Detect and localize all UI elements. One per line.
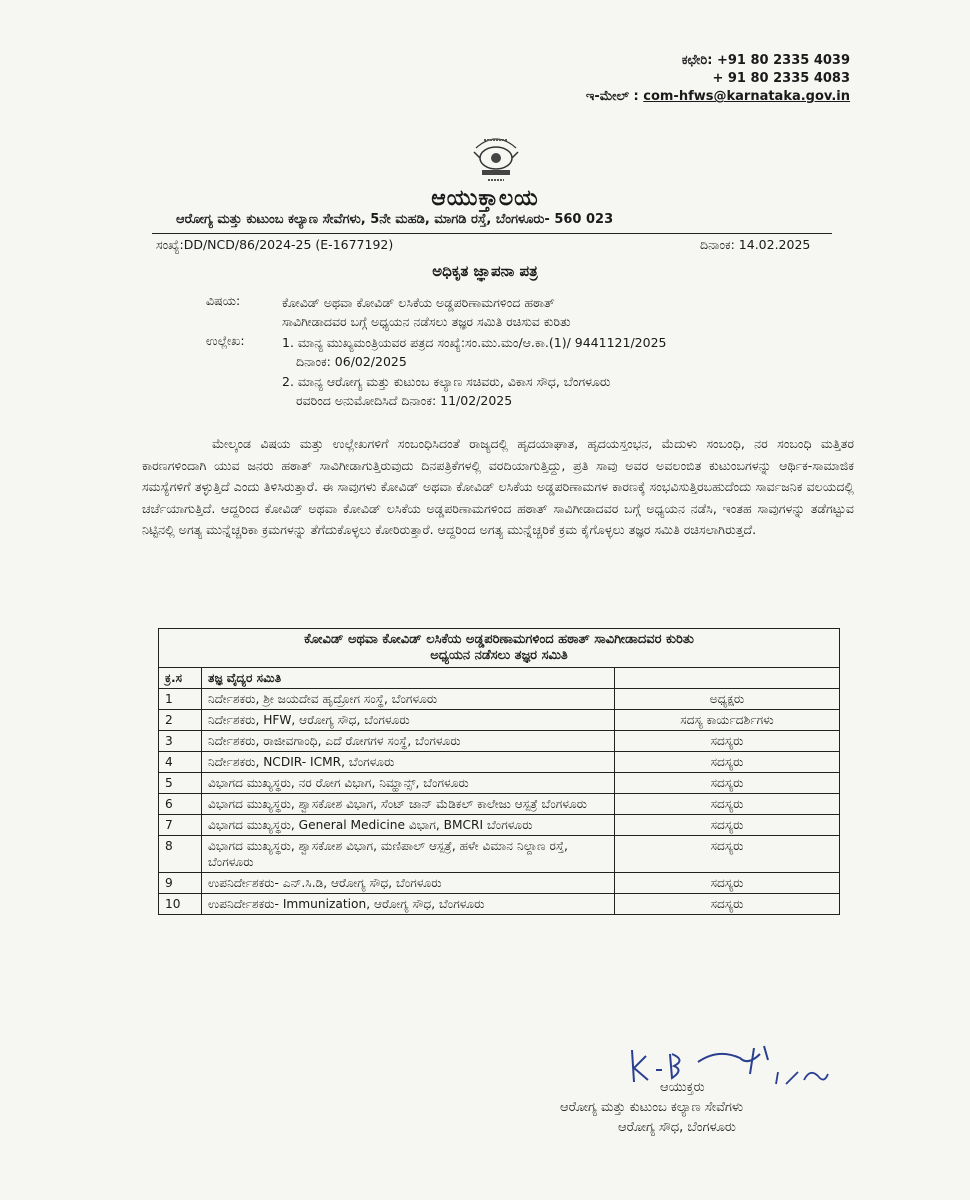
table-row — [159, 752, 840, 773]
table-row — [159, 794, 840, 815]
row-number: 8 — [159, 836, 202, 873]
phone-label: ಕಛೇರಿ: — [681, 53, 713, 68]
email-label: ಇ-ಮೇಲ್ : — [585, 89, 639, 104]
row-role: ಸದಸ್ಯರು — [615, 731, 840, 752]
memo-title: ಅಧಿಕೃತ ಜ್ಞಾಪನಾ ಪತ್ರ — [432, 262, 538, 280]
row-member: ನಿರ್ದೇಶಕರು, ರಾಜೀವಗಾಂಧಿ, ಎದೆ ರೋಗಗಳ ಸಂಸ್ಥೆ, ಬೆಂಗಳೂರು — [202, 731, 615, 752]
table-header-row — [159, 668, 840, 689]
reference-2-line-2: ರವರಿಂದ ಅನುಮೋದಿಸಿದೆ ದಿನಾಂಕ: 11/02/2025 — [296, 393, 513, 408]
column-header-number: ಕ್ರ.ಸ — [159, 668, 202, 689]
row-number: 10 — [159, 894, 202, 915]
table-caption-line-1: ಕೋವಿಡ್ ಅಥವಾ ಕೋವಿಡ್ ಲಸಿಕೆಯ ಅಡ್ಡಪರಿಣಾಮಗಳಿಂದ ಹಠಾತ್ ಸಾವಿಗೀಡಾದವರ ಕುರಿತು — [304, 632, 694, 647]
subject-line-1: ಕೋವಿಡ್ ಅಥವಾ ಕೋವಿಡ್ ಲಸಿಕೆಯ ಅಡ್ಡಪರಿಣಾಮಗಳಿಂದ ಹಠಾತ್ — [282, 295, 555, 310]
row-role: ಸದಸ್ಯರು — [615, 894, 840, 915]
phone-2: + 91 80 2335 4083 — [712, 71, 850, 86]
table-caption-line-2: ಅಧ್ಯಯನ ನಡೆಸಲು ತಜ್ಞರ ಸಮಿತಿ — [430, 648, 568, 663]
table-row — [159, 836, 840, 873]
row-role: ಸದಸ್ಯರು — [615, 752, 840, 773]
row-member: ಉಪನಿರ್ದೇಶಕರು- ಎನ್.ಸಿ.ಡಿ, ಆರೋಗ್ಯ ಸೌಧ, ಬೆಂಗಳೂರು — [202, 873, 615, 894]
row-member: ನಿರ್ದೇಶಕರು, ಶ್ರೀ ಜಯದೇವ ಹೃದ್ರೋಗ ಸಂಸ್ಥೆ, ಬೆಂಗಳೂರು — [202, 689, 615, 710]
row-role: ಸದಸ್ಯರು — [615, 873, 840, 894]
office-title: ಆಯುಕ್ತಾಲಯ — [431, 186, 539, 211]
row-member: ವಿಭಾಗದ ಮುಖ್ಯಸ್ಥರು, General Medicine ವಿಭಾಗ, BMCRI ಬೆಂಗಳೂರು — [202, 815, 615, 836]
row-member: ವಿಭಾಗದ ಮುಖ್ಯಸ್ಥರು, ಶ್ವಾಸಕೋಶ ವಿಭಾಗ, ಸೆಂಟ್ ಜಾನ್ ಮೆಡಿಕಲ್ ಕಾಲೇಜು ಆಸ್ಪತ್ರೆ ಬೆಂಗಳೂರು — [202, 794, 615, 815]
reference-2 — [282, 372, 852, 410]
subject-text — [282, 293, 842, 331]
table-row — [159, 689, 840, 710]
signatory-location: ಆರೋಗ್ಯ ಸೌಧ, ಬೆಂಗಳೂರು — [618, 1120, 736, 1135]
reference-1 — [282, 333, 852, 371]
row-number: 2 — [159, 710, 202, 731]
row-member: ಉಪನಿರ್ದೇಶಕರು- Immunization, ಆರೋಗ್ಯ ಸೌಧ, ಬೆಂಗಳೂರು — [202, 894, 615, 915]
committee-table — [158, 628, 840, 915]
row-role: ಅಧ್ಯಕ್ಷರು — [615, 689, 840, 710]
subject-label: ವಿಷಯ: — [206, 293, 241, 308]
email-row — [586, 88, 850, 106]
row-member: ವಿಭಾಗದ ಮುಖ್ಯಸ್ಥರು, ಶ್ವಾಸಕೋಶ ವಿಭಾಗ, ಮಣಿಪಾಲ್ ಆಸ್ಪತ್ರೆ, ಹಳೇ ವಿಮಾನ ನಿಲ್ದಾಣ ರಸ್ತೆ, ಬೆಂಗಳೂರು — [202, 836, 615, 873]
contact-block — [586, 52, 850, 106]
reference-1-line-1: 1. ಮಾನ್ಯ ಮುಖ್ಯಮಂತ್ರಿಯವರ ಪತ್ರದ ಸಂಖ್ಯೆ:ಸಂ.ಮು.ಮಂ/ಆ.ಕಾ.(1)/ 9441121/2025 — [282, 335, 667, 350]
row-number: 7 — [159, 815, 202, 836]
body-paragraph: ಮೇಲ್ಕಂಡ ವಿಷಯ ಮತ್ತು ಉಲ್ಲೇಖಗಳಿಗೆ ಸಂಬಂಧಿಸಿದಂತೆ ರಾಜ್ಯದಲ್ಲಿ ಹೃದಯಾಘಾತ, ಹೃದಯಸ್ತಂಭನ, ಮೆದುಳು ಸಂಬಂಧಿ, ನರ ಸಂಬಂಧಿ ಮತ್ತಿತರ ಕಾರಣಗಳಿಂದಾಗಿ ಯುವ ಜನರು ಹಠಾತ್ ಸಾವಿಗೀಡಾಗುತ್ತಿರುವುದು ದಿನಪತ್ರಿಕೆಗಳಲ್ಲಿ ವರದಿಯಾಗುತ್ತಿದ್ದು, ಪ್ರತಿ ಸಾವು ಅವರ ಅವಲಂಬಿತ ಕುಟುಂಬಗಳನ್ನು ಆರ್ಥಿಕ-ಸಾಮಾಜಿಕ ಸಮಸ್ಯೆಗಳಿಗೆ ತಳ್ಳುತ್ತಿದೆ ಎಂದು ತಿಳಿಸಿರುತ್ತಾರೆ. ಈ ಸಾವುಗಳು ಕೋವಿಡ್ ಅಥವಾ ಕೋವಿಡ್ ಲಸಿಕೆಯ ಅಡ್ಡಪರಿಣಾಮಗಳ ಕಾರಣಕ್ಕೆ ಸಂಭವಿಸುತ್ತಿರಬಹುದೆಂದು ಸಾರ್ವಜನಿಕ ವಲಯದಲ್ಲಿ ಚರ್ಚೆಯಾಗುತ್ತಿದೆ. ಆದ್ದರಿಂದ ಕೋವಿಡ್ ಅಥವಾ ಕೋವಿಡ್ ಲಸಿಕೆಯ ಅಡ್ಡಪರಿಣಾಮಗಳಿಂದ ಹಠಾತ್ ಸಾವಿಗೀಡಾದವರ ಬಗ್ಗೆ ಅಧ್ಯಯನ ನಡೆಸಿ, ಇಂತಹ ಸಾವುಗಳನ್ನು ತಡೆಗಟ್ಟುವ ನಿಟ್ಟಿನಲ್ಲಿ ಅಗತ್ಯ ಮುನ್ನೆಚ್ಚರಿಕಾ ಕ್ರಮಗಳನ್ನು ತೆಗೆದುಕೊಳ್ಳಲು ಕೋರಿರುತ್ತಾರೆ. ಆದ್ದರಿಂದ ಅಗತ್ಯ ಮುನ್ನೆಚ್ಚರಿಕೆ ಕ್ರಮ ಕೈಗೊಳ್ಳಲು ತಜ್ಞರ ಸಮಿತಿ ರಚಿಸಲಾಗಿರುತ್ತದೆ. — [142, 436, 854, 537]
phone-1: +91 80 2335 4039 — [716, 53, 850, 68]
table-row — [159, 894, 840, 915]
table-caption — [159, 629, 840, 668]
office-address: ಆರೋಗ್ಯ ಮತ್ತು ಕುಟುಂಬ ಕಲ್ಯಾಣ ಸೇವೆಗಳು, 5ನೇ ಮಹಡಿ, ಮಾಗಡಿ ರಸ್ತೆ, ಬೆಂಗಳೂರು- 560 023 — [176, 212, 614, 227]
row-member: ನಿರ್ದೇಶಕರು, HFW, ಆರೋಗ್ಯ ಸೌಧ, ಬೆಂಗಳೂರು — [202, 710, 615, 731]
row-number: 1 — [159, 689, 202, 710]
table-row — [159, 710, 840, 731]
phone-row-1 — [586, 52, 850, 70]
table-row — [159, 815, 840, 836]
column-header-role — [615, 668, 840, 689]
reference-number: ಸಂಖ್ಯೆ:DD/NCD/86/2024-25 (E-1677192) — [156, 237, 394, 252]
government-seal-icon — [462, 128, 530, 186]
row-role: ಸದಸ್ಯರು — [615, 815, 840, 836]
row-role: ಸದಸ್ಯ ಕಾರ್ಯದರ್ಶಿಗಳು — [615, 710, 840, 731]
header-divider — [152, 233, 832, 234]
row-number: 4 — [159, 752, 202, 773]
row-number: 5 — [159, 773, 202, 794]
table-caption-row — [159, 629, 840, 668]
references-label: ಉಲ್ಲೇಖ: — [206, 333, 245, 348]
row-number: 3 — [159, 731, 202, 752]
column-header-member: ತಜ್ಞ ವೈದ್ಯರ ಸಮಿತಿ — [202, 668, 615, 689]
row-member: ವಿಭಾಗದ ಮುಖ್ಯಸ್ಥರು, ನರ ರೋಗ ವಿಭಾಗ, ನಿಮ್ಹಾನ್ಸ್, ಬೆಂಗಳೂರು — [202, 773, 615, 794]
row-role: ಸದಸ್ಯರು — [615, 794, 840, 815]
signatory-department: ಆರೋಗ್ಯ ಮತ್ತು ಕುಟುಂಬ ಕಲ್ಯಾಣ ಸೇವೆಗಳು — [560, 1100, 744, 1115]
row-role: ಸದಸ್ಯರು — [615, 773, 840, 794]
row-number: 9 — [159, 873, 202, 894]
row-member: ನಿರ್ದೇಶಕರು, NCDIR- ICMR, ಬೆಂಗಳೂರು — [202, 752, 615, 773]
signatory-designation: ಆಯುಕ್ತರು — [660, 1080, 705, 1095]
row-role: ಸದಸ್ಯರು — [615, 836, 840, 873]
reference-1-line-2: ದಿನಾಂಕ: 06/02/2025 — [296, 354, 407, 369]
table-row — [159, 873, 840, 894]
subject-line-2: ಸಾವಿಗೀಡಾದವರ ಬಗ್ಗೆ ಅಧ್ಯಯನ ನಡೆಸಲು ತಜ್ಞರ ಸಮಿತಿ ರಚಿಸುವ ಕುರಿತು — [282, 314, 571, 329]
email-link[interactable]: com-hfws@karnataka.gov.in — [643, 89, 850, 104]
table-row — [159, 773, 840, 794]
phone-row-2 — [586, 70, 850, 88]
reference-2-line-1: 2. ಮಾನ್ಯ ಆರೋಗ್ಯ ಮತ್ತು ಕುಟುಂಬ ಕಲ್ಯಾಣ ಸಚಿವರು, ವಿಕಾಸ ಸೌಧ, ಬೆಂಗಳೂರು — [282, 374, 611, 389]
row-number: 6 — [159, 794, 202, 815]
memo-date: ದಿನಾಂಕ: 14.02.2025 — [700, 237, 811, 252]
table-row — [159, 731, 840, 752]
